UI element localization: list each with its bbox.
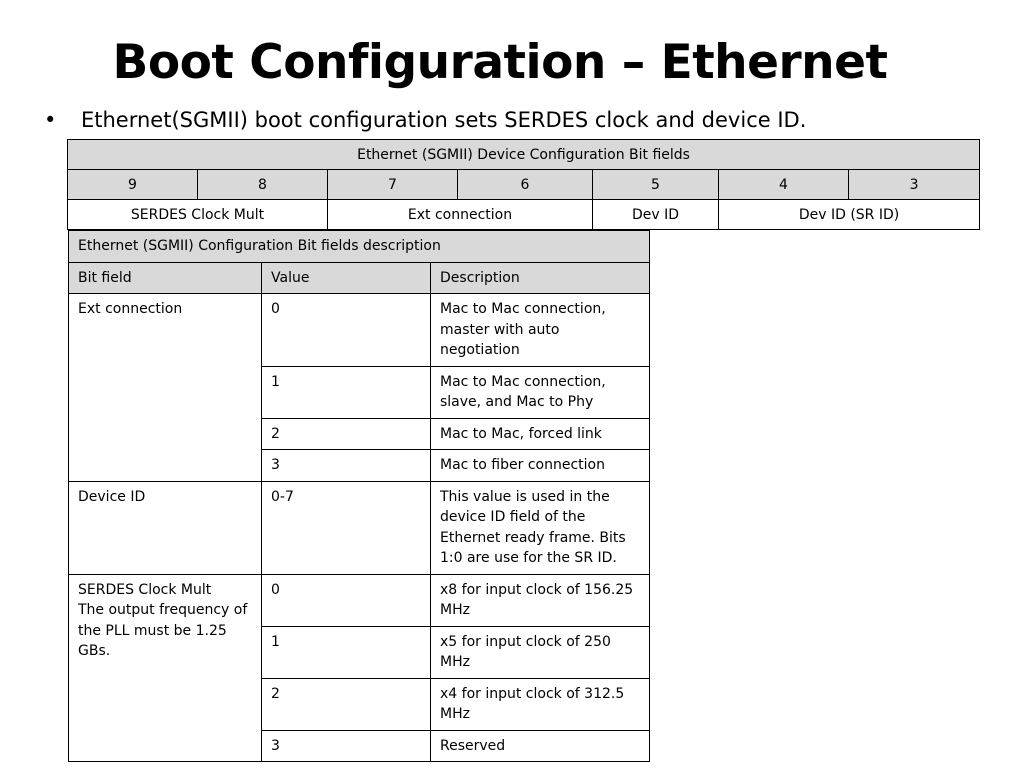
- column-header-bit-field: Bit field: [69, 262, 262, 294]
- value-cell: 0: [262, 574, 431, 626]
- bitfield-table: [67, 139, 980, 230]
- bit-number: 3: [849, 170, 980, 200]
- bit-number: 7: [328, 170, 458, 200]
- bit-number: 9: [68, 170, 198, 200]
- description-cell: Mac to Mac, forced link: [431, 418, 650, 450]
- description-cell: Mac to Mac connection, slave, and Mac to Phy: [431, 366, 650, 418]
- bit-field-cell: SERDES Clock Mult The output frequency of the PLL must be 1.25 GBs.: [69, 574, 262, 762]
- bit-number: 4: [719, 170, 849, 200]
- value-cell: 2: [262, 678, 431, 730]
- description-cell: Mac to Mac connection, master with auto negotiation: [431, 294, 650, 367]
- value-cell: 0-7: [262, 481, 431, 574]
- bit-number: 8: [198, 170, 328, 200]
- bullet-text: Ethernet(SGMII) boot configuration sets SERDES clock and device ID.: [81, 108, 807, 132]
- value-cell: 3: [262, 450, 431, 482]
- field-serdes-clock-mult: SERDES Clock Mult: [68, 200, 328, 230]
- value-cell: 1: [262, 626, 431, 678]
- description-cell: x4 for input clock of 312.5 MHz: [431, 678, 650, 730]
- field-dev-id-sr: Dev ID (SR ID): [719, 200, 980, 230]
- value-cell: 2: [262, 418, 431, 450]
- bullet-item: [44, 106, 806, 134]
- field-dev-id: Dev ID: [593, 200, 719, 230]
- description-cell: This value is used in the device ID field of the Ethernet ready frame. Bits 1:0 are use for the SR ID.: [431, 481, 650, 574]
- value-cell: 0: [262, 294, 431, 367]
- value-cell: 1: [262, 366, 431, 418]
- column-header-value: Value: [262, 262, 431, 294]
- description-cell: x8 for input clock of 156.25 MHz: [431, 574, 650, 626]
- slide-title: Boot Configuration – Ethernet: [112, 35, 888, 90]
- column-header-description: Description: [431, 262, 650, 294]
- bit-number: 6: [458, 170, 593, 200]
- table-row: [69, 294, 650, 367]
- bit-field-cell: Ext connection: [69, 294, 262, 482]
- description-table-title: Ethernet (SGMII) Configuration Bit fields description: [69, 231, 650, 263]
- description-cell: Reserved: [431, 730, 650, 762]
- field-ext-connection: Ext connection: [328, 200, 593, 230]
- bitfield-table-title: Ethernet (SGMII) Device Configuration Bit fields: [68, 140, 980, 170]
- bit-number: 5: [593, 170, 719, 200]
- bullet-icon: •: [44, 108, 57, 132]
- description-cell: Mac to fiber connection: [431, 450, 650, 482]
- description-cell: x5 for input clock of 250 MHz: [431, 626, 650, 678]
- table-row: [69, 574, 650, 626]
- value-cell: 3: [262, 730, 431, 762]
- description-table: [68, 230, 650, 762]
- table-row: [69, 481, 650, 574]
- bit-field-cell: Device ID: [69, 481, 262, 574]
